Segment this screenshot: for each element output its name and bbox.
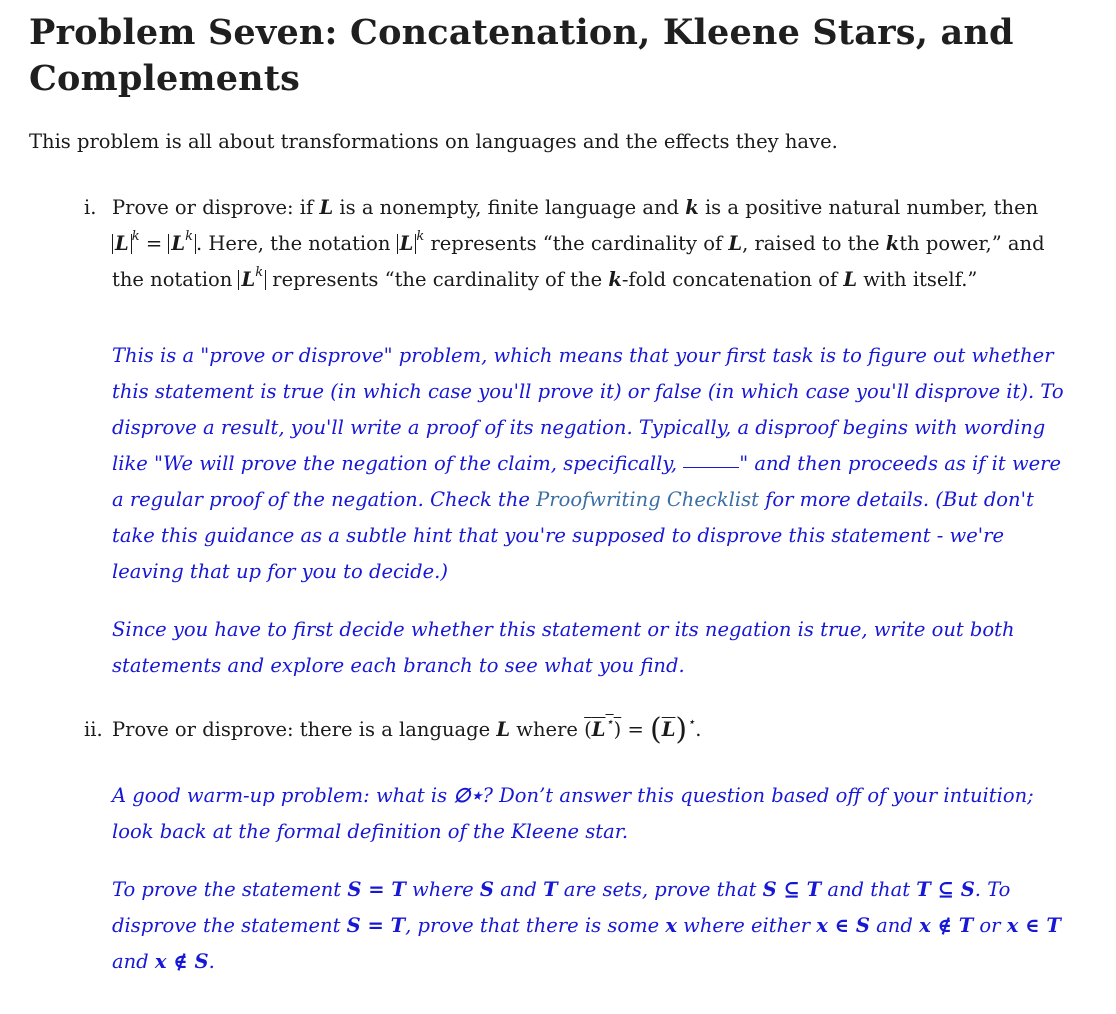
problem-parts-list xyxy=(29,190,1089,980)
part-ii-hint-set-equality: To prove the statement S = T where S and T are sets, prove that S ⊆ T and that T ⊆ S. To disprove the statement S = T, prove that there is some x where either x ∈ S and x ∉ T or x ∈ T and x ∉ S. xyxy=(112,878,1061,973)
part-marker: ii. xyxy=(84,718,103,741)
card-L: L xyxy=(112,234,132,254)
intro-paragraph: This problem is all about transformations on languages and the effects they have. xyxy=(29,130,838,153)
document-page xyxy=(29,10,1089,980)
part-ii-hint-warmup: A good warm-up problem: what is ∅⋆? Don’t answer this question based off of your intuition; look back at the formal definition of the Kleene star. xyxy=(112,784,1034,843)
complement-L: $\overline{L}$ xyxy=(661,718,676,741)
part-marker: i. xyxy=(84,196,97,219)
part-ii-statement: Prove or disprove: there is a language L where $(L^⋆) = (\overline{L})^⋆$. xyxy=(112,712,702,747)
page-title: Problem Seven: Concatenation, Kleene Stars, and Complements xyxy=(29,12,1014,99)
part-i-hint-disproof: This is a "prove or disprove" problem, which means that your first task is to figure out whether this statement is true (in which case you'll prove it) or false (in which case you'll disprove it). To disprove a result, you'll write a proof of its negation. Typically, a disproof begins with wording like "We will prove the negation of the claim, specifically, " and then proceeds as if it were a regular proof of the negation. Check the Proofwriting Checklist for more details. (But don't take this guidance as a subtle hint that you're supposed to disprove this statement - we're leaving that up for you to decide.) xyxy=(112,344,1064,583)
part-i-hint-branches: Since you have to first decide whether this statement or its negation is true, write out both statements and explore each branch to see what you find. xyxy=(112,618,1015,677)
problem-part-i xyxy=(29,190,1089,684)
problem-part-ii xyxy=(29,712,1089,980)
card-L-pow-k: $L^k$ xyxy=(168,234,196,254)
part-i-statement: Prove or disprove: if L is a nonempty, finite language and k is a positive natural number, then L $^k = L^k$ . Here, the notation L $^k$ represents “the cardinality of L, raised to the kth power,” and the notation $L^k$ represents “the cardinality of the k-fold concatenation of L with itself.” xyxy=(112,196,1045,291)
proofwriting-checklist-link[interactable]: Proofwriting Checklist xyxy=(536,488,759,511)
complement-of-kleene-star: (L⋆) xyxy=(584,715,622,741)
blank-line xyxy=(683,467,739,468)
